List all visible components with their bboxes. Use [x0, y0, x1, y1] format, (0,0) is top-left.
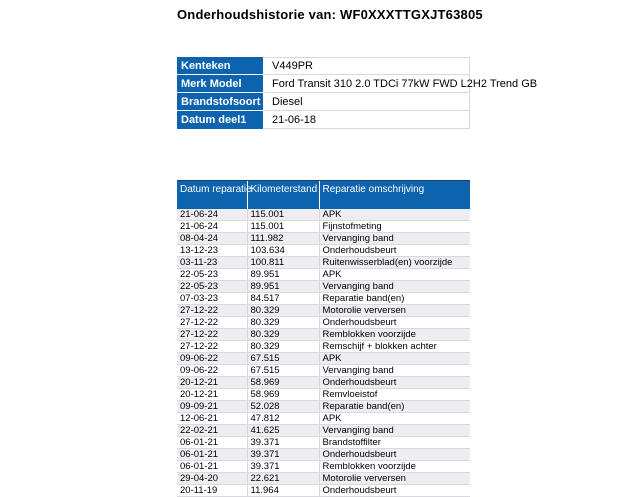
maintenance-table-body — [177, 209, 470, 497]
odometer-cell: 89.951 — [247, 280, 319, 292]
odometer-cell: 67.515 — [247, 352, 319, 364]
vehicle-info-value: Ford Transit 310 2.0 TDCi 77kW FWD L2H2 Trend GB — [263, 75, 470, 93]
table-row — [177, 436, 470, 448]
repair-description-cell: Reparatie band(en) — [319, 400, 470, 412]
repair-date-cell: 09-06-22 — [177, 364, 247, 376]
repair-date-cell: 20-11-19 — [177, 484, 247, 496]
odometer-cell: 80.329 — [247, 304, 319, 316]
repair-date-cell: 27-12-22 — [177, 304, 247, 316]
odometer-cell: 115.001 — [247, 220, 319, 232]
repair-description-cell: Onderhoudsbeurt — [319, 376, 470, 388]
odometer-cell: 100.811 — [247, 256, 319, 268]
repair-date-cell: 22-05-23 — [177, 268, 247, 280]
table-row — [177, 400, 470, 412]
odometer-cell: 115.001 — [247, 209, 319, 221]
repair-description-cell: Reparatie band(en) — [319, 292, 470, 304]
table-row — [177, 424, 470, 436]
repair-date-cell: 20-12-21 — [177, 388, 247, 400]
odometer-cell: 80.329 — [247, 328, 319, 340]
table-row — [177, 316, 470, 328]
repair-date-cell: 03-11-23 — [177, 256, 247, 268]
vehicle-info-value: V449PR — [263, 57, 470, 75]
repair-description-cell: Remschijf + blokken achter — [319, 340, 470, 352]
repair-description-cell: Remblokken voorzijde — [319, 460, 470, 472]
table-row — [177, 412, 470, 424]
repair-date-cell: 22-05-23 — [177, 280, 247, 292]
repair-date-cell: 29-04-20 — [177, 472, 247, 484]
odometer-cell: 58.969 — [247, 376, 319, 388]
table-row — [177, 232, 470, 244]
odometer-cell: 47.812 — [247, 412, 319, 424]
repair-description-cell: Ruitenwisserblad(en) voorzijde — [319, 256, 470, 268]
repair-date-cell: 20-12-21 — [177, 376, 247, 388]
repair-date-cell: 06-01-21 — [177, 448, 247, 460]
table-row — [177, 244, 470, 256]
odometer-cell: 67.515 — [247, 364, 319, 376]
table-row — [177, 292, 470, 304]
vehicle-info-body — [177, 57, 538, 129]
header-row — [177, 181, 470, 209]
vehicle-info-value: 21-06-18 — [263, 111, 470, 129]
odometer-cell: 80.329 — [247, 316, 319, 328]
odometer-cell: 39.371 — [247, 448, 319, 460]
odometer-cell: 39.371 — [247, 460, 319, 472]
repair-description-cell: Vervanging band — [319, 280, 470, 292]
repair-date-cell: 12-06-21 — [177, 412, 247, 424]
page-title: Onderhoudshistorie van: WF0XXXTTGXJT63805 — [177, 7, 483, 22]
column-header-repair-date: Datum reparatie — [177, 181, 247, 209]
table-row — [177, 388, 470, 400]
repair-description-cell: Motorolie verversen — [319, 472, 470, 484]
repair-date-cell: 27-12-22 — [177, 328, 247, 340]
odometer-cell: 52.028 — [247, 400, 319, 412]
vehicle-info-row — [177, 75, 470, 93]
odometer-cell: 89.951 — [247, 268, 319, 280]
vehicle-info-label: Datum deel1 — [177, 111, 263, 129]
vehicle-info-label: Kenteken — [177, 57, 263, 75]
vehicle-info-value: Diesel — [263, 93, 470, 111]
table-row — [177, 376, 470, 388]
table-row — [177, 364, 470, 376]
table-row — [177, 328, 470, 340]
table-row — [177, 256, 470, 268]
repair-description-cell: APK — [319, 412, 470, 424]
vehicle-info-row — [177, 57, 470, 75]
repair-description-cell: Onderhoudsbeurt — [319, 316, 470, 328]
odometer-cell: 80.329 — [247, 340, 319, 352]
odometer-cell: 84.517 — [247, 292, 319, 304]
column-header-odometer: Kilometerstand — [247, 181, 319, 209]
column-header-repair-description: Reparatie omschrijving — [319, 181, 470, 209]
odometer-cell: 41.625 — [247, 424, 319, 436]
repair-description-cell: Fijnstofmeting — [319, 220, 470, 232]
vehicle-info-row — [177, 111, 470, 129]
table-row — [177, 209, 470, 221]
repair-description-cell: Brandstoffilter — [319, 436, 470, 448]
repair-date-cell: 06-01-21 — [177, 436, 247, 448]
repair-date-cell: 09-06-22 — [177, 352, 247, 364]
repair-description-cell: APK — [319, 352, 470, 364]
table-row — [177, 340, 470, 352]
repair-description-cell: Onderhoudsbeurt — [319, 244, 470, 256]
maintenance-table-header — [177, 181, 470, 209]
repair-date-cell: 22-02-21 — [177, 424, 247, 436]
odometer-cell: 11.964 — [247, 484, 319, 496]
table-row — [177, 220, 470, 232]
repair-description-cell: Vervanging band — [319, 364, 470, 376]
repair-description-cell: APK — [319, 268, 470, 280]
odometer-cell: 111.982 — [247, 232, 319, 244]
odometer-cell: 58.969 — [247, 388, 319, 400]
table-row — [177, 268, 470, 280]
table-row — [177, 460, 470, 472]
repair-description-cell: Remvloeistof — [319, 388, 470, 400]
vehicle-info-label: Merk Model — [177, 75, 263, 93]
repair-description-cell: Vervanging band — [319, 232, 470, 244]
vehicle-info-label: Brandstofsoort — [177, 93, 263, 111]
vehicle-info-table — [177, 57, 538, 129]
repair-date-cell: 27-12-22 — [177, 316, 247, 328]
table-row — [177, 352, 470, 364]
vehicle-info-row — [177, 93, 470, 111]
repair-description-cell: Motorolie verversen — [319, 304, 470, 316]
table-row — [177, 448, 470, 460]
table-row — [177, 280, 470, 292]
repair-date-cell: 09-09-21 — [177, 400, 247, 412]
table-row — [177, 484, 470, 496]
odometer-cell: 103.634 — [247, 244, 319, 256]
repair-description-cell: Remblokken voorzijde — [319, 328, 470, 340]
odometer-cell: 22.621 — [247, 472, 319, 484]
repair-date-cell: 06-01-21 — [177, 460, 247, 472]
repair-date-cell: 21-06-24 — [177, 220, 247, 232]
repair-date-cell: 27-12-22 — [177, 340, 247, 352]
repair-description-cell: APK — [319, 209, 470, 221]
repair-description-cell: Onderhoudsbeurt — [319, 448, 470, 460]
repair-date-cell: 08-04-24 — [177, 232, 247, 244]
repair-date-cell: 07-03-23 — [177, 292, 247, 304]
repair-date-cell: 21-06-24 — [177, 209, 247, 221]
repair-description-cell: Vervanging band — [319, 424, 470, 436]
odometer-cell: 39.371 — [247, 436, 319, 448]
table-row — [177, 472, 470, 484]
repair-date-cell: 13-12-23 — [177, 244, 247, 256]
table-row — [177, 304, 470, 316]
maintenance-table — [177, 180, 470, 497]
repair-description-cell: Onderhoudsbeurt — [319, 484, 470, 496]
